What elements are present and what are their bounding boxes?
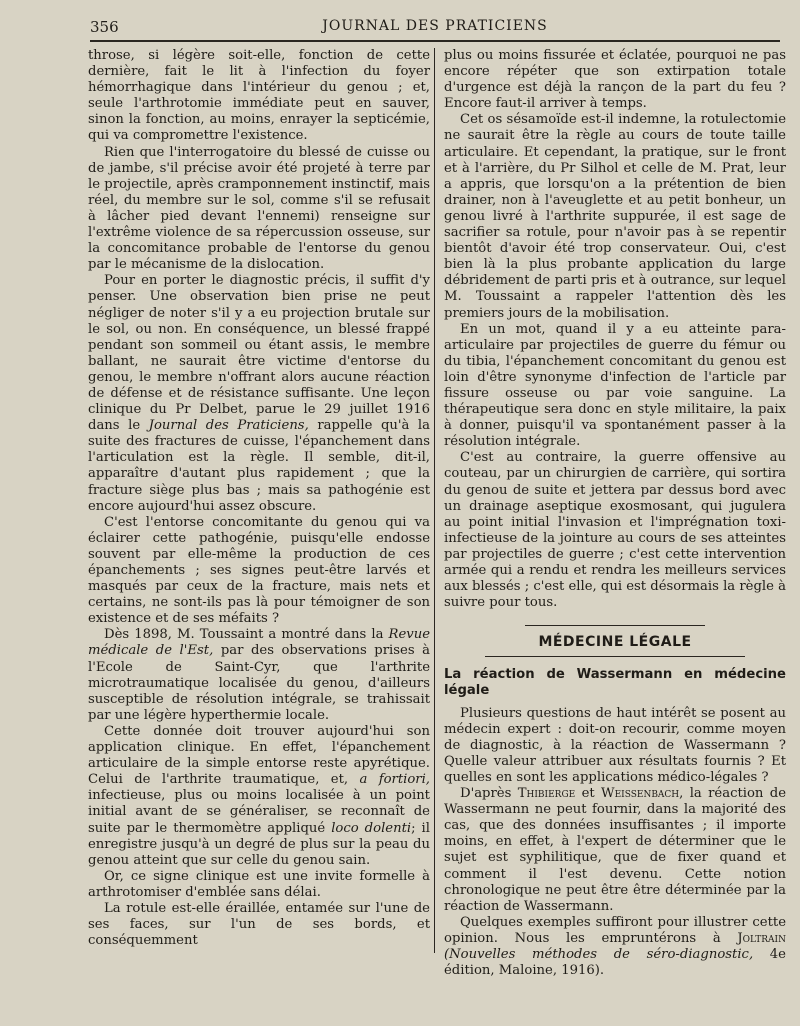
paragraph: C'est l'entorse concomitante du genou qui va éclairer cette pathogénie, puisqu'elle endosse souvent par elle-même la production de ces épanchements ; ses signes peut-être larvés et masqués par ceux de la fracture, mais nets et certains, ne sont-ils pas là pour témoigner de son existence et de ses méfaits ? xyxy=(88,514,430,627)
page-header xyxy=(90,14,780,42)
paragraph-text: par des observations prises à l'Ecole de Saint-Cyr, que l'arthrite microtraumatique localisée du genou, d'ailleurs susceptible de résolution intégrale, se trahissait par une légère hyperthermie locale. xyxy=(88,643,430,723)
paragraph xyxy=(88,724,430,869)
author-name: Thibierge xyxy=(517,786,576,802)
paragraph: En un mot, quand il y a eu atteinte para-articulaire par projectiles de guerre du fémur ou du tibia, l'épanchement concomitant du genou est loin d'être synonyme d'infection de l'article par fissure osseuse ou par voie sanguine. La thérapeutique sera donc en style militaire, la paix à donner, puisqu'il va spontanément passer à la résolution intégrale. xyxy=(444,321,786,450)
paragraph-text: Cette donnée doit trouver aujourd'hui son application clinique. En effet, l'épanchement articulaire de la simple entorse reste apyrétique. Celui de l'arthrite traumatique, et, xyxy=(88,723,430,788)
paragraph-text: rappelle qu'à la suite des fractures de cuisse, l'épanchement dans l'articulation est la règle. Il semble, dit-il, apparaître d'autant plus rapidement ; que la fracture siège plus bas ; mais sa pathogénie est encore aujourd'hui assez obscure. xyxy=(88,418,430,514)
page-number: 356 xyxy=(90,18,119,36)
column-divider xyxy=(434,48,435,953)
paragraph: Plusieurs questions de haut intérêt se posent au médecin expert : doit-on recourir, comme moyen de diagnostic, à la réaction de Wassermann ? Quelle valeur attribuer aux résultats fournis ? Et quelles en sont les applications médico-légales ? xyxy=(444,705,786,785)
paragraph-text: Pour en porter le diagnostic précis, il suffit d'y penser. Une observation bien prise ne peut négliger de noter s'il y a eu projection brutale sur le sol, ou non. En conséquence, un blessé frappé pendant son sommeil ou étant assis, le membre ballant, ne saurait être victime d'entorse du genou, le membre n'offrant alors aucune réaction de défense et de résistance suffisante. Une leçon clinique du Pr Delbet, parue le 29 juillet 1916 dans le xyxy=(88,273,430,434)
running-title: JOURNAL DES PRATICIENS xyxy=(322,18,548,34)
paragraph-text: Dès 1898, M. Toussaint a montré dans la xyxy=(104,627,384,643)
paragraph-text: la réaction de Wassermann ne peut fournir, dans la majorité des cas, que des données insuffisantes ; il importe moins, en effet, à l'expert de déterminer que le sujet est syphilitique, que de fixer quand et comment il l'est devenu. Cette notion chronologique ne peut être être déterminée par la réaction de Wassermann. xyxy=(444,786,786,914)
paragraph: Cet os sésamoïde est-il indemne, la rotulectomie ne saurait être la règle au cours de toute taille articulaire. Et cependant, la pratique, sur le front et à l'arrière, du Pr Silhol et celle de M. Prat, leur a appris, que lorsqu'on a la prétention de bien drainer, non à l'aveuglette et au petit bonheur, un genou livré à l'arthrite suppurée, il est sage de sacrifier sa rotule, pour n'avoir pas à se repentir bientôt d'avoir été trop conservateur. Oui, c'est bien là la plus probante application du large débridement de parti pris et à outrance, sur lequel M. Toussaint a rappeler l'attention dès les premiers jours de la mobilisation. xyxy=(444,112,786,321)
paragraph xyxy=(88,273,430,514)
paragraph: throse, si légère soit-elle, fonction de cette dernière, fait le lit à l'infection du foyer hémorrhagique dans l'intérieur du genou ; et, seule l'arthrotomie immédiate peut en sauver, sinon la fonction, au moins, enrayer la septicémie, qui va compromettre l'existence. xyxy=(88,48,430,144)
section-title-rule xyxy=(485,656,745,657)
latin-phrase: a fortiori, xyxy=(359,772,430,788)
paragraph-text: Quelques exemples suffiront pour illustrer cette opinion. Nous les empruntérons à xyxy=(444,914,786,946)
author-name: Weissenbach, xyxy=(601,786,684,802)
paragraph xyxy=(444,786,786,915)
paragraph-text: D'après xyxy=(460,786,512,802)
paragraph xyxy=(444,915,786,979)
paragraph: C'est au contraire, la guerre offensive au couteau, par un chirurgien de carrière, qui sortira du genou de suite et jettera par dessus bord avec un drainage aseptique exosmosant, qui jugulera au point initial l'invasion et l'imprégnation toxi-infectieuse de la jointure au cours de ses atteintes par projectiles de guerre ; c'est cette intervention armée qui a rendu et rendra les meilleurs services aux blessés ; c'est elle, qui est désormais la règle à suivre pour tous. xyxy=(444,450,786,611)
left-column xyxy=(88,48,430,966)
book-reference: (Nouvelles méthodes de séro-diagnostic, xyxy=(444,946,754,962)
paragraph-text: et xyxy=(581,786,595,802)
paragraph-text: infectieuse, plus ou moins localisée à un point initial avant de se généraliser, se reconnaît de suite par le thermomètre appliqué xyxy=(88,788,430,836)
paragraph: La rotule est-elle éraillée, entamée sur l'une de ses faces, sur l'un de ses bords, et conséquemment xyxy=(88,900,430,949)
paragraph-text: 4e édition, Maloine, 1916). xyxy=(444,946,786,979)
section-rule xyxy=(525,625,705,626)
section-title: MÉDECINE LÉGALE xyxy=(538,634,692,651)
article-title: La réaction de Wassermann en médecine légale xyxy=(444,667,786,699)
revue-reference: Revue médicale de l'Est, xyxy=(88,627,430,659)
paragraph: Or, ce signe clinique est une invite formelle à arthrotomiser d'emblée sans délai. xyxy=(88,868,430,900)
paragraph: Rien que l'interrogatoire du blessé de cuisse ou de jambe, s'il précise avoir été projeté à terre par le projectile, après cramponnement instinctif, mais réel, du membre sur le sol, comme s'il se refusait à lâcher pied devant l'ennemi) renseigne sur l'extrême violence de sa répercussion osseuse, sur la concomitance probable de l'entorse du genou par le mécanisme de la dislocation. xyxy=(88,144,430,273)
paragraph: plus ou moins fissurée et éclatée, pourquoi ne pas encore répéter que son extirpation totale d'urgence est déjà la rançon de la part du feu ? Encore faut-il arriver à temps. xyxy=(444,48,786,112)
latin-phrase: loco dolenti xyxy=(331,820,412,836)
right-column xyxy=(444,48,786,979)
paragraph-text: ; il enregistre jusqu'à un degré de plus sur la peau du genou atteint que sur celle du genou sain. xyxy=(88,820,430,868)
author-name: Joltrain xyxy=(737,930,786,946)
paragraph xyxy=(88,627,430,724)
journal-reference: Journal des Praticiens, xyxy=(148,418,309,434)
